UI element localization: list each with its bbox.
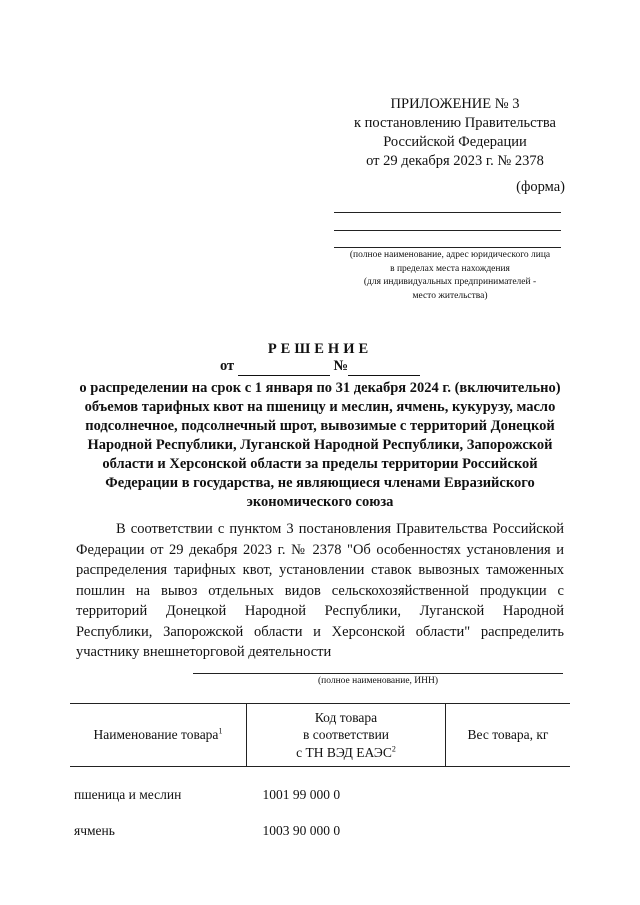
number-blank — [348, 358, 420, 376]
recipient-caption — [330, 249, 570, 303]
recipient-line-2 — [334, 230, 561, 231]
table-row — [70, 803, 570, 839]
appendix-number: ПРИЛОЖЕНИЕ № 3 — [390, 96, 520, 112]
recipient-line-1 — [334, 212, 561, 213]
table-row — [70, 767, 570, 804]
appendix-date: от 29 декабря 2023 г. № 2378 — [366, 153, 544, 169]
goods-code-cell: 1001 99 000 0 — [262, 786, 341, 802]
header-goods-code — [247, 704, 446, 767]
goods-weight-cell — [446, 767, 571, 804]
goods-name-cell: пшеница и меслин — [74, 786, 182, 802]
recipient-caption-line: в пределах места нахождения — [390, 263, 510, 274]
header-goods-name-text: Наименование товара — [93, 727, 219, 743]
header-goods-weight: Вес товара, кг — [446, 704, 571, 767]
date-prefix: от — [220, 358, 235, 374]
table-header-row — [70, 704, 570, 767]
appendix-government: Российской Федерации — [383, 134, 527, 150]
goods-weight-cell — [446, 803, 571, 839]
goods-table — [70, 703, 570, 839]
decision-subject: о распределении на срок с 1 января по 31 декабря 2024 г. (включительно) объемов тарифных квот на пшеницу и меслин, ячмень, кукурузу, масло подсолнечное, подсолнечный шрот, вывозимые с территорий Донецкой Народной Республики, Луганской Народной Республики, Запорожской области и Херсонской области за пределы территории Российской Федерации в государства, не являющиеся членами Евразийского экономического союза — [79, 380, 561, 510]
body-paragraph: В соответствии с пунктом 3 постановления Правительства Российской Федерации от 29 декабря 2023 г. № 2378 "Об особенностях установления и распределения тарифных квот, установлении ставок вывозных таможенных пошлин на вывоз отдельных видов сельскохозяйственной продукции с территорий Донецкой Народной Республики, Луганской Народной Республики, Запорожской области и Херсонской области" распределить участнику внешнеторговой деятельности — [76, 521, 564, 660]
date-blank — [238, 358, 330, 376]
header-code-text: с ТН ВЭД ЕАЭС — [296, 744, 392, 760]
appendix-reference: к постановлению Правительства — [354, 115, 556, 131]
recipient-caption-line: (полное наименование, адрес юридического лица — [349, 250, 551, 260]
number-sign: № — [333, 358, 349, 374]
goods-name-cell: ячмень — [74, 822, 115, 838]
decision-title: РЕШЕНИЕ — [267, 341, 373, 357]
header-code-line: Код товара — [314, 709, 378, 725]
form-label: (форма) — [516, 179, 565, 195]
header-code-line: в соответствии — [302, 727, 390, 743]
recipient-caption-line: (для индивидуальных предпринимателей - — [363, 277, 537, 287]
footnote-mark: 2 — [391, 744, 396, 754]
appendix-header — [330, 95, 580, 171]
participant-caption: (полное наименование, ИНН) — [317, 676, 439, 686]
participant-line — [193, 673, 563, 674]
recipient-caption-line: место жительства) — [412, 290, 488, 301]
recipient-line-3 — [334, 247, 561, 248]
decision-date-line — [220, 358, 420, 376]
header-code-line — [251, 744, 441, 762]
footnote-mark: 1 — [218, 726, 223, 736]
goods-code-cell: 1003 90 000 0 — [262, 822, 341, 838]
header-goods-name — [70, 704, 247, 767]
